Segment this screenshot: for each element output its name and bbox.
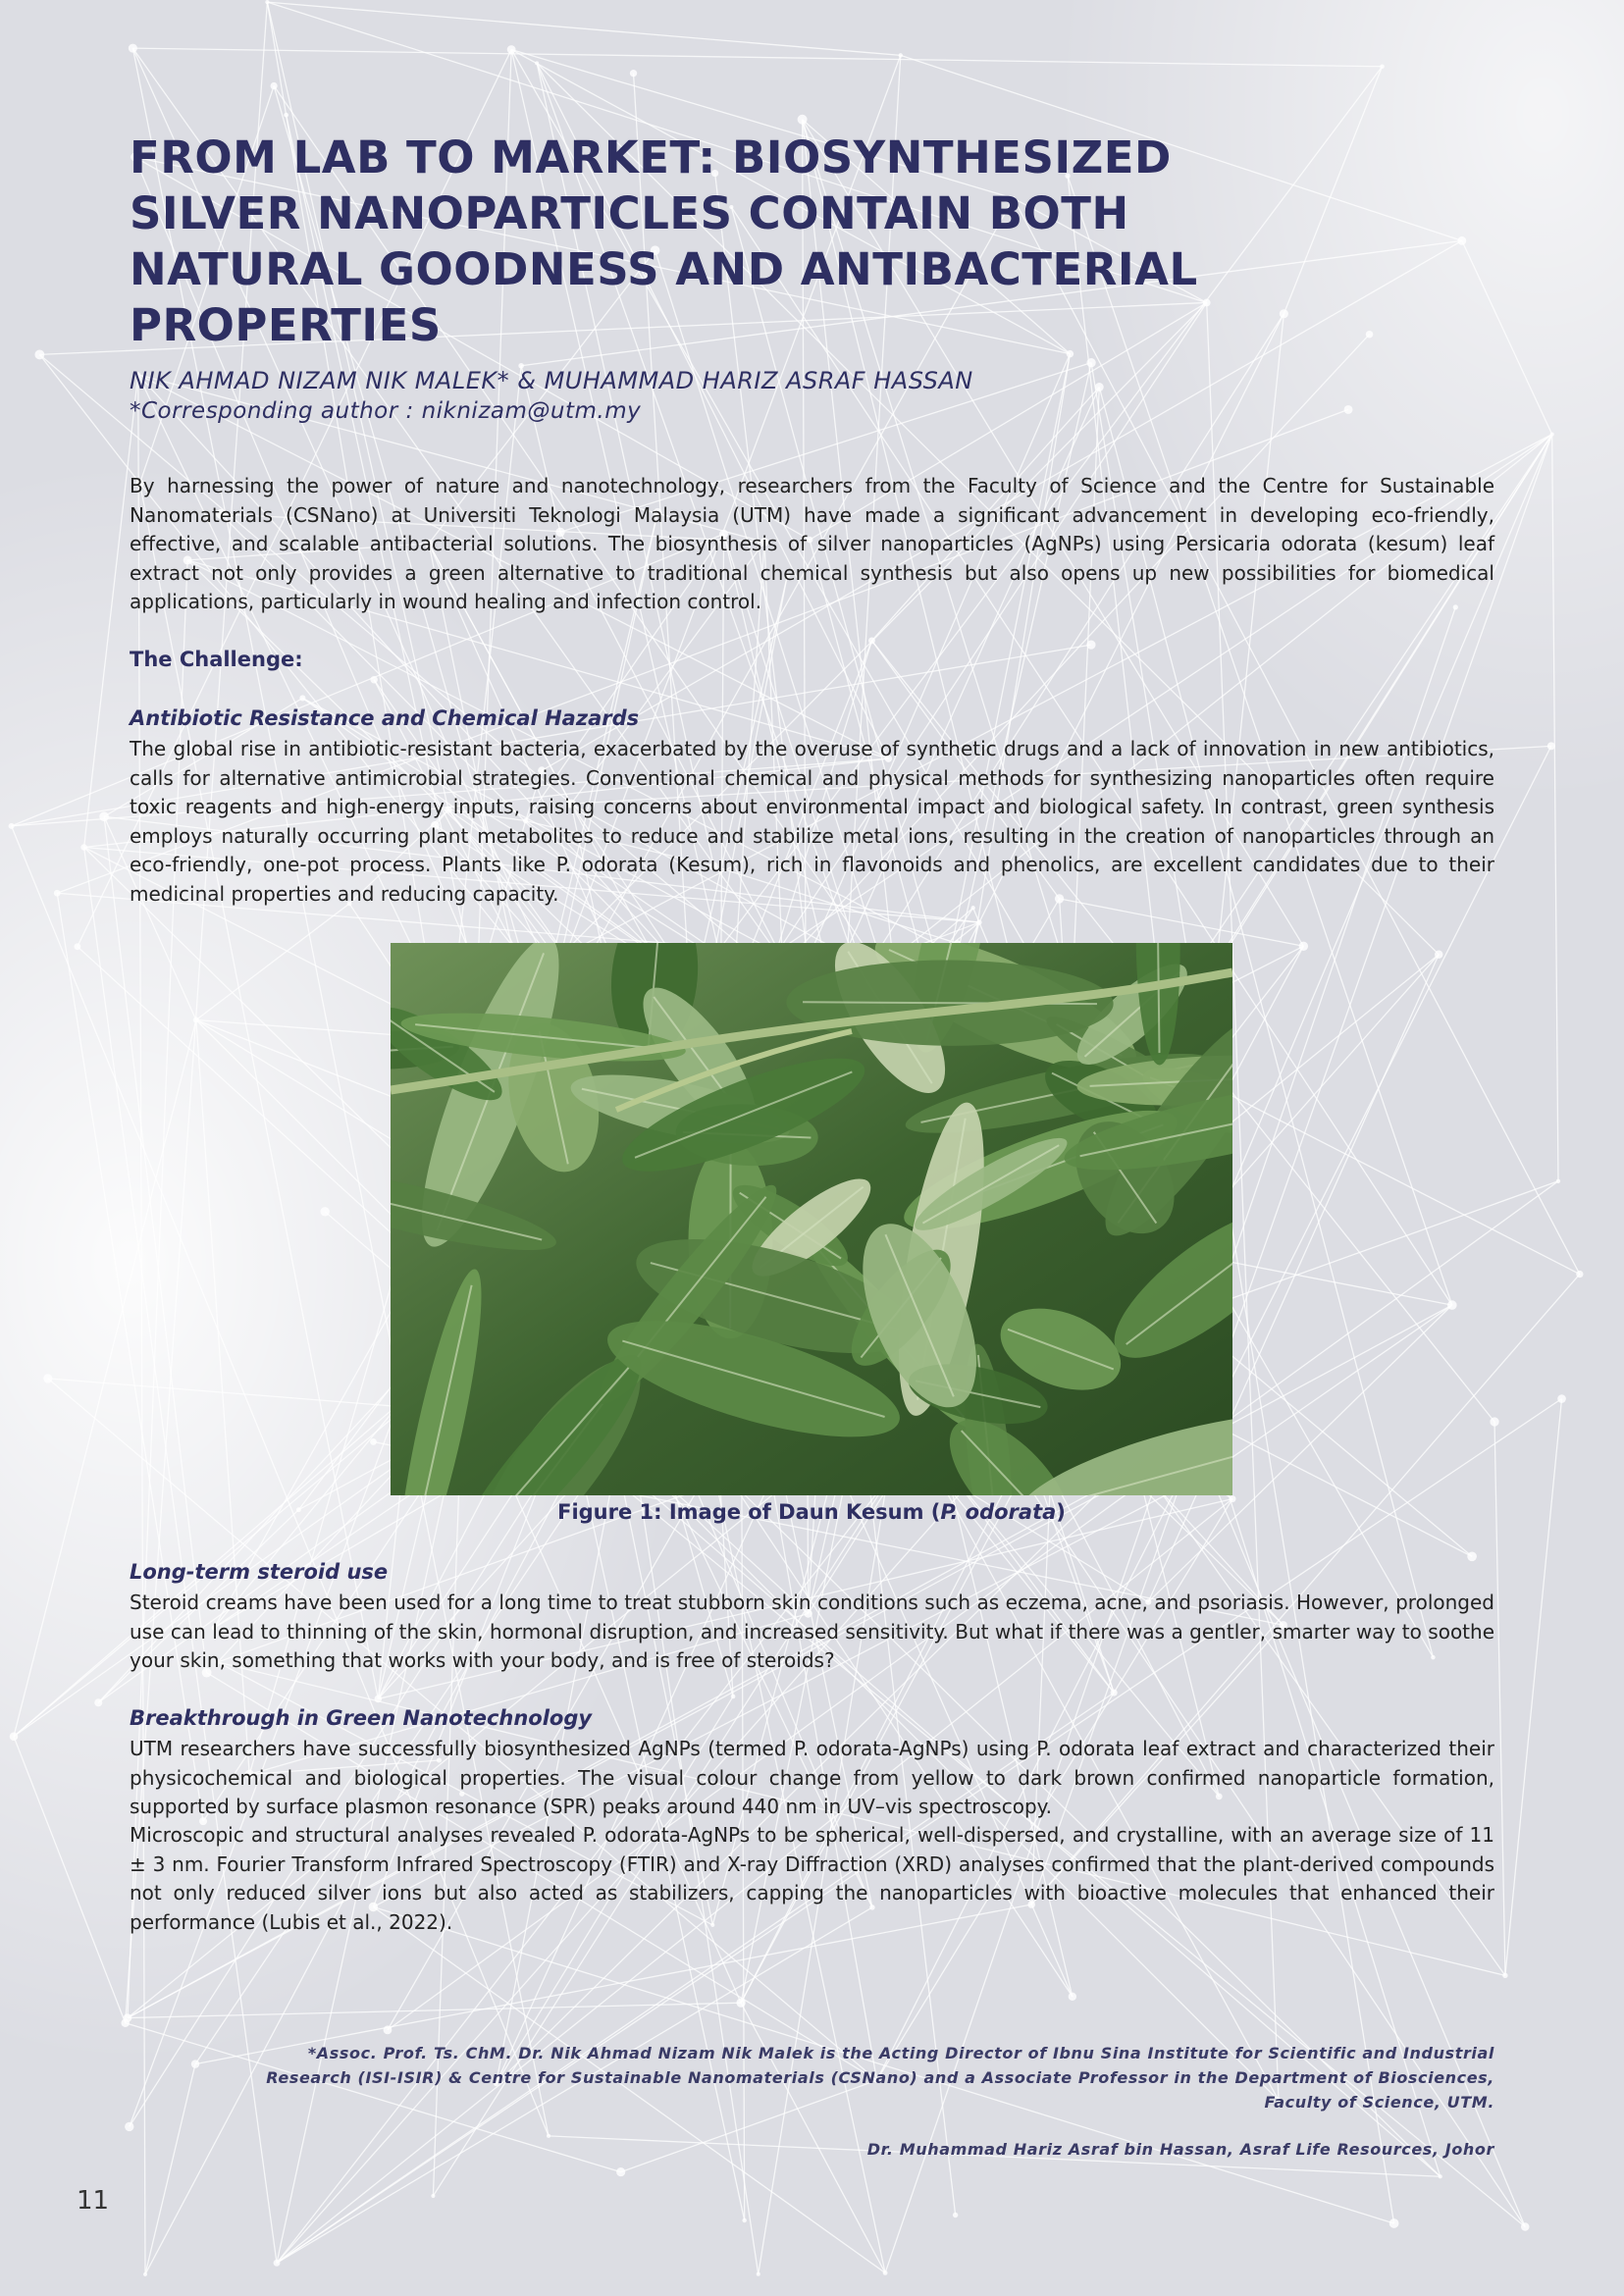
corresponding-author: *Corresponding author : niknizam@utm.my <box>130 398 642 424</box>
challenge-heading: The Challenge: <box>130 648 303 671</box>
author-bio-footnote: *Assoc. Prof. Ts. ChM. Dr. Nik Ahmad Nizam Nik Malek is the Acting Director of Ibnu Sina Institute for Scientific and Industrial Research (ISI-ISIR) & Centre for Sustainable Nanomaterials (CSNano) and a Associate Professor in the Department of Biosciences, Faculty of Science, UTM. <box>266 2044 1494 2112</box>
antibiotic-resistance-paragraph: The global rise in antibiotic-resistant bacteria, exacerbated by the overuse of synthetic drugs and a lack of innovation in new antibiotics, calls for alternative antimicrobial strategies. Conventional chemical and physical methods for synthesizing nanoparticles often require toxic reagents and high-energy inputs, raising concerns about environmental impact and biological safety. In contrast, green synthesis employs naturally occurring plant metabolites to reduce and stabilize metal ions, resulting in the creation of nanoparticles through an eco-friendly, one-pot process. Plants like P. odorata (Kesum), rich in flavonoids and phenolics, are excellent candidates due to their medicinal properties and reducing capacity. <box>130 737 1494 906</box>
green-nanotech-heading: Breakthrough in Green Nanotechnology <box>130 1706 593 1730</box>
green-nanotech-paragraph-2: Microscopic and structural analyses revealed P. odorata-AgNPs to be spherical, well-dispersed, and crystalline, with an average size of 11 ± 3 nm. Fourier Transform Infrared Spectroscopy (FTIR) and X-ray Diffraction (XRD) analyses confirmed that the plant-derived compounds not only reduced silver ions but also acted as stabilizers, capping the nanoparticles with bioactive molecules that enhanced their performance (Lubis et al., 2022). <box>130 1823 1494 1934</box>
steroid-use-paragraph: Steroid creams have been used for a long time to treat stubborn skin conditions such as eczema, acne, and psoriasis. However, prolonged use can lead to thinning of the skin, hormonal disruption, and increased sensitivity. But what if there was a gentler, smarter way to soothe your skin, something that works with your body, and is free of steroids? <box>130 1591 1494 1673</box>
kesum-leaves-photo <box>391 943 1232 1495</box>
figure-caption-species: P. odorata <box>940 1500 1057 1524</box>
antibiotic-resistance-heading: Antibiotic Resistance and Chemical Hazards <box>130 706 640 730</box>
intro-paragraph: By harnessing the power of nature and nanotechnology, researchers from the Faculty of Science and the Centre for Sustainable Nanomaterials (CSNano) at Universiti Teknologi Malaysia (UTM) have made a significant advancement in developing eco-friendly, effective, and scalable antibacterial solutions. The biosynthesis of silver nanoparticles (AgNPs) using Persicaria odorata (kesum) leaf extract not only provides a green alternative to traditional chemical synthesis but also opens up new possibilities for biomedical applications, particularly in wound healing and infection control. <box>130 474 1494 614</box>
figure-caption: Figure 1: Image of Daun Kesum (P. odorata) <box>557 1500 1066 1524</box>
article-title: FROM LAB TO MARKET: BIOSYNTHESIZED SILVER NANOPARTICLES CONTAIN BOTH NATURAL GOODNESS AND ANTIBACTERIAL PROPERTIES <box>130 131 1198 351</box>
green-nanotech-paragraph-1: UTM researchers have successfully biosynthesized AgNPs (termed P. odorata-AgNPs) using P. odorata leaf extract and characterized their physicochemical and biological properties. The visual colour change from yellow to dark brown confirmed nanoparticle formation, supported by surface plasmon resonance (SPR) peaks around 440 nm in UV–vis spectroscopy. <box>130 1737 1494 1819</box>
steroid-use-heading: Long-term steroid use <box>130 1560 389 1584</box>
author-names: NIK AHMAD NIZAM NIK MALEK* & MUHAMMAD HARIZ ASRAF HASSAN <box>130 367 973 394</box>
coauthor-affiliation: Dr. Muhammad Hariz Asraf bin Hassan, Asraf Life Resources, Johor <box>866 2140 1494 2159</box>
kesum-leaves-illustration <box>391 943 1232 1495</box>
page-number: 11 <box>77 2186 110 2216</box>
